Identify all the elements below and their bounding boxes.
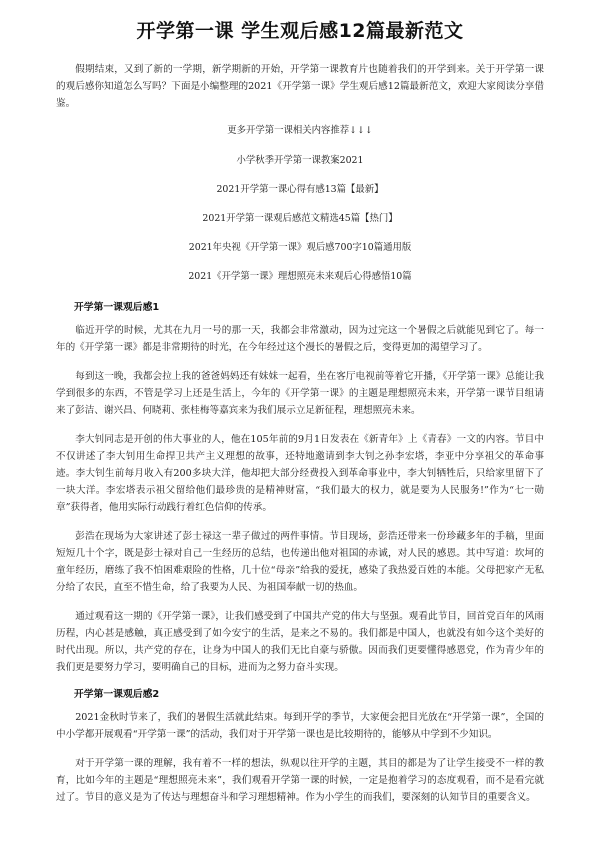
body-paragraph: 彭浩在现场为大家讲述了彭士禄这一辈子做过的两件事情。节目现场，彭浩还带来一份珍藏多年的手稿，里面短短几十个字，既是彭士禄对自己一生经历的总结，也传递出他对祖国的赤诚，对人民的感恩。其中写道：坎坷的童年经历，磨练了我不怕困难艰险的性格，几十位“母亲”给我的爱抚，感染了我热爱百姓的本能。父母把家产无私分给了农民，直至不惜生命，给了我要为人民、为祖国奉献一切的热血。 <box>56 531 544 593</box>
related-link[interactable]: 小学秋季开学第一课教案2021 <box>236 155 364 166</box>
related-link[interactable]: 2021年央视《开学第一课》观后感700字10篇通用版 <box>188 242 412 253</box>
body-paragraph: 李大钊同志是开创的伟大事业的人，他在105年前的9月1日发表在《新青年》上《青春》一文的内容。节目中不仅讲述了李大钊用生命捍卫共产主义理想的故事，还特地邀请到李大钊之孙李宏塔，李亚中分享祖父的革命事迹。李大钊生前每月收入有200多块大洋，他却把大部分经费投入到革命事业中，李大钊牺牲后，只给家里留下了一块大洋。李宏塔表示祖父留给他们最珍贵的是精神财富，“我们最大的权力，就是要为人民服务!”作为“七一勋章”获得者，他用实际行动践行着红色信仰的传承。 <box>56 434 544 513</box>
section-2 <box>56 686 544 806</box>
related-heading: 更多开学第一课相关内容推荐↓↓↓ <box>227 125 373 136</box>
related-link[interactable]: 2021开学第一课观后感范文精选45篇【热门】 <box>202 213 398 224</box>
body-paragraph: 2021金秋时节来了，我们的暑假生活就此结束。每到开学的季节，大家便会把目光放在“开学第一课”，全国的中小学都开展观看“开学第一课”的活动，我们对于开学第一课也是比较期待的，能够从中学到不少知识。 <box>56 712 544 740</box>
section-heading: 开学第一课观后感2 <box>74 689 160 700</box>
section-heading: 开学第一课观后感1 <box>74 302 160 313</box>
body-paragraph: 临近开学的时候，尤其在九月一号的那一天，我都会非常激动，因为过完这一个暑假之后就能见到它了。每一年的《开学第一课》都是非常期待的时光，在今年经过这个漫长的暑假之后，变得更加的渴望学习了。 <box>56 325 544 353</box>
body-paragraph: 通过观看这一期的《开学第一课》，让我们感受到了中国共产党的伟大与坚强。观看此节目，回首党百年的风雨历程，内心甚是感触，真正感受到了如今安宁的生活，是来之不易的。我们都是中国人，也就没有如今这个美好的时代出现。所以，共产党的存在，让身为中国人的我们无比自豪与骄傲。因而我们更要懂得感恩党，作为青少年的我们更是要努力学习，要明确自己的目标，进而为之努力奋斗实现。 <box>56 611 544 673</box>
page-title: 开学第一课 学生观后感12篇最新范文 <box>136 20 464 42</box>
section-1 <box>56 299 544 676</box>
related-links <box>56 124 544 284</box>
body-paragraph: 对于开学第一课的理解，我有着不一样的想法，纵观以往开学的主题，其目的都是为了让学生接受不一样的教育，比如今年的主题是“理想照亮未来”，我们观看开学第一课的时候，一定是抱着学习的态度观看，而不是看完就过了。节目的意义是为了传达与理想奋斗和学习理想精神。作为小学生的而我们，要深刻的认知节目的重要含义。 <box>56 758 544 803</box>
intro-paragraph: 假期结束，又到了新的一学期，新学期新的开始，开学第一课教育片也随着我们的开学到来。关于开学第一课的观后感你知道怎么写吗？下面是小编整理的2021《开学第一课》学生观后感12篇最新范文，欢迎大家阅读分享借鉴。 <box>56 64 544 109</box>
related-link[interactable]: 2021《开学第一课》理想照亮未来观后心得感悟10篇 <box>188 271 412 282</box>
body-paragraph: 每到这一晚，我都会拉上我的爸爸妈妈还有妹妹一起看，坐在客厅电视前等着它开播，《开学第一课》总能让我学到很多的东西，不管是学习上还是生活上，今年的《开学第一课》的主题是理想照亮未来，开学第一课节目组请来了彭洁、谢兴昌、何晓莉、张桂梅等嘉宾来为我们展示立足新征程，理想照亮未来。 <box>56 371 544 416</box>
related-link[interactable]: 2021开学第一课心得有感13篇【最新】 <box>216 184 384 195</box>
